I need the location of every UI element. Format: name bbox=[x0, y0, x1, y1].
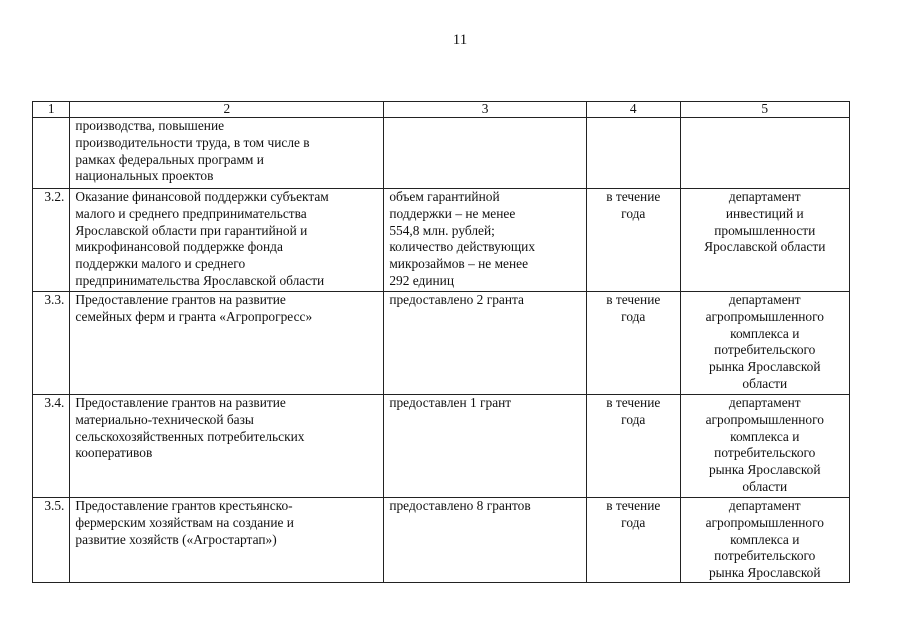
term-text: в течение года bbox=[606, 395, 661, 427]
indicator-cell bbox=[384, 498, 587, 583]
item-number: 3.4. bbox=[33, 395, 70, 498]
term-cell bbox=[587, 118, 681, 189]
term-text: в течение года bbox=[606, 498, 661, 530]
indicator-text: объем гарантийной поддержки – не менее 554,8 млн. рублей; количество действующих микрозаймов – не менее 292 единиц bbox=[389, 189, 536, 288]
action-cell bbox=[70, 395, 384, 498]
page-number: 11 bbox=[452, 32, 468, 48]
term-cell bbox=[587, 189, 681, 292]
table-row bbox=[33, 498, 850, 583]
action-text: производства, повышение производительности труда, в том числе в рамках федеральных программ и национальных проектов bbox=[75, 118, 310, 184]
column-header-1: 1 bbox=[33, 102, 70, 118]
term-cell bbox=[587, 498, 681, 583]
item-number: 3.3. bbox=[33, 292, 70, 395]
action-text: Предоставление грантов на развитие материально-технической базы сельскохозяйственных потребительских кооперативов bbox=[75, 395, 305, 461]
executor-cell bbox=[680, 118, 849, 189]
indicator-cell bbox=[384, 395, 587, 498]
column-header-5: 5 bbox=[680, 102, 849, 118]
indicator-cell bbox=[384, 118, 587, 189]
action-cell bbox=[70, 292, 384, 395]
table-row bbox=[33, 189, 850, 292]
column-header-3: 3 bbox=[384, 102, 587, 118]
indicator-text: предоставлено 2 гранта bbox=[389, 292, 524, 307]
action-cell bbox=[70, 498, 384, 583]
indicator-cell bbox=[384, 189, 587, 292]
term-text: в течение года bbox=[606, 189, 661, 221]
executor-cell bbox=[680, 292, 849, 395]
executor-cell bbox=[680, 498, 849, 583]
executor-text: департамент агропромышленного комплекса и потребительского рынка Ярославской bbox=[705, 498, 824, 581]
action-text: Предоставление грантов на развитие семейных ферм и гранта «Агропрогресс» bbox=[75, 292, 313, 324]
table-row bbox=[33, 118, 850, 189]
item-number: 3.2. bbox=[33, 189, 70, 292]
item-number: 3.5. bbox=[33, 498, 70, 583]
column-header-2: 2 bbox=[70, 102, 384, 118]
column-header-4: 4 bbox=[587, 102, 681, 118]
action-text: Предоставление грантов крестьянско- фермерским хозяйствам на создание и развитие хозяйств («Агростартап») bbox=[75, 498, 294, 547]
indicator-text: предоставлен 1 грант bbox=[389, 395, 512, 410]
indicator-text: предоставлено 8 грантов bbox=[389, 498, 531, 513]
executor-cell bbox=[680, 395, 849, 498]
executor-text: департамент инвестиций и промышленности Ярославской области bbox=[704, 189, 826, 255]
action-cell bbox=[70, 189, 384, 292]
term-cell bbox=[587, 292, 681, 395]
action-text: Оказание финансовой поддержки субъектам малого и среднего предпринимательства Ярославской области при гарантийной и микрофинансовой поддержке фонда поддержки малого и среднего предпринимательства Ярославской области bbox=[75, 189, 329, 288]
item-number bbox=[33, 118, 70, 189]
table-row bbox=[33, 292, 850, 395]
executor-text: департамент агропромышленного комплекса и потребительского рынка Ярославской области bbox=[705, 395, 824, 494]
term-cell bbox=[587, 395, 681, 498]
indicator-cell bbox=[384, 292, 587, 395]
column-number-header-row bbox=[33, 102, 850, 118]
action-cell bbox=[70, 118, 384, 189]
term-text: в течение года bbox=[606, 292, 661, 324]
table-row bbox=[33, 395, 850, 498]
executor-cell bbox=[680, 189, 849, 292]
executor-text: департамент агропромышленного комплекса и потребительского рынка Ярославской области bbox=[705, 292, 824, 391]
action-plan-table bbox=[32, 101, 850, 583]
